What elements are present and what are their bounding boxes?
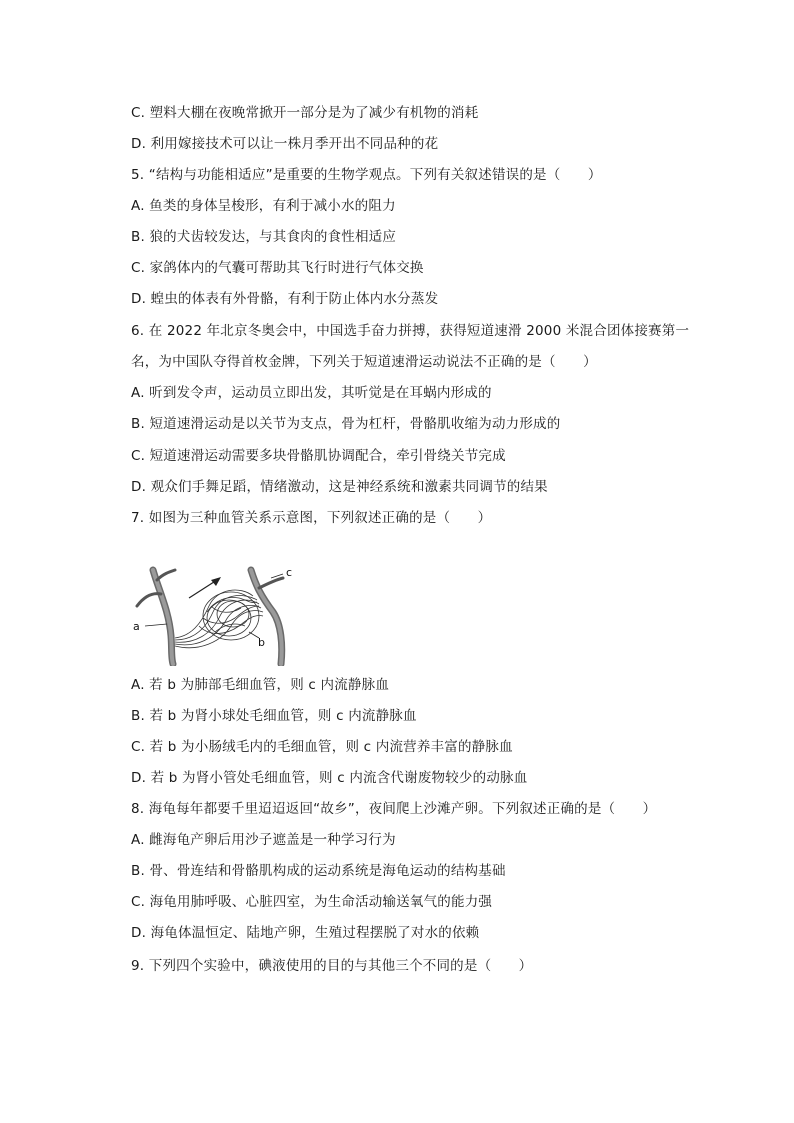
option-7b: B. 若 b 为肾小球处毛细血管，则 c 内流静脉血: [131, 708, 417, 724]
option-6c: C. 短道速滑运动需要多块骨骼肌协调配合，牵引骨绕关节完成: [131, 448, 506, 464]
label-b: b: [258, 636, 265, 649]
blood-vessel-diagram: [131, 566, 301, 666]
option-5c: C. 家鸽体内的气囊可帮助其飞行时进行气体交换: [131, 260, 424, 276]
option-7c: C. 若 b 为小肠绒毛内的毛细血管，则 c 内流营养丰富的静脉血: [131, 739, 513, 755]
option-8a: A. 雌海龟产卵后用沙子遮盖是一种学习行为: [131, 832, 396, 848]
question-6-line-2: 名，为中国队夺得首枚金牌，下列关于短道速滑运动说法不正确的是（ ）: [131, 354, 597, 370]
question-6-line-1: 6. 在 2022 年北京冬奥会中，中国选手奋力拼搏，获得短道速滑 2000 米混合团体接赛第一: [131, 323, 690, 339]
label-line-a: [145, 624, 167, 626]
vessel-a-shape: [137, 570, 175, 664]
option-4d: D. 利用嫁接技术可以让一株月季开出不同品种的花: [131, 136, 439, 152]
option-7a: A. 若 b 为肺部毛细血管，则 c 内流静脉血: [131, 677, 390, 693]
option-7d: D. 若 b 为肾小管处毛细血管，则 c 内流含代谢废物较少的动脉血: [131, 770, 528, 786]
option-6d: D. 观众们手舞足蹈，情绪激动，这是神经系统和激素共同调节的结果: [131, 479, 548, 495]
option-8d: D. 海龟体温恒定、陆地产卵，生殖过程摆脱了对水的依赖: [131, 925, 480, 941]
label-a: a: [133, 620, 140, 633]
label-c: c: [286, 566, 293, 579]
vessel-c-shape: [251, 570, 283, 664]
question-8: 8. 海龟每年都要千里迢迢返回“故乡”，夜间爬上沙滩产卵。下列叙述正确的是（ ）: [131, 801, 657, 817]
flow-arrow: [189, 577, 221, 598]
option-6b: B. 短道速滑运动是以关节为支点，骨为杠杆，骨骼肌收缩为动力形成的: [131, 416, 561, 432]
option-5b: B. 狼的犬齿较发达，与其食肉的食性相适应: [131, 229, 397, 245]
option-5d: D. 蝗虫的体表有外骨骼，有利于防止体内水分蒸发: [131, 291, 439, 307]
question-5: 5. “结构与功能相适应”是重要的生物学观点。下列有关叙述错误的是（ ）: [131, 167, 602, 183]
question-9: 9. 下列四个实验中，碘液使用的目的与其他三个不同的是（ ）: [131, 958, 533, 974]
question-7: 7. 如图为三种血管关系示意图，下列叙述正确的是（ ）: [131, 510, 492, 526]
option-8b: B. 骨、骨连结和骨骼肌构成的运动系统是海龟运动的结构基础: [131, 863, 506, 879]
option-5a: A. 鱼类的身体呈梭形，有利于减小水的阻力: [131, 198, 396, 214]
option-8c: C. 海龟用肺呼吸、心脏四室，为生命活动输送氧气的能力强: [131, 894, 493, 910]
capillary-network-b: [175, 590, 263, 648]
option-6a: A. 听到发令声，运动员立即出发，其听觉是在耳蜗内形成的: [131, 385, 492, 401]
option-4c: C. 塑料大棚在夜晚常掀开一部分是为了减少有机物的消耗: [131, 105, 479, 121]
